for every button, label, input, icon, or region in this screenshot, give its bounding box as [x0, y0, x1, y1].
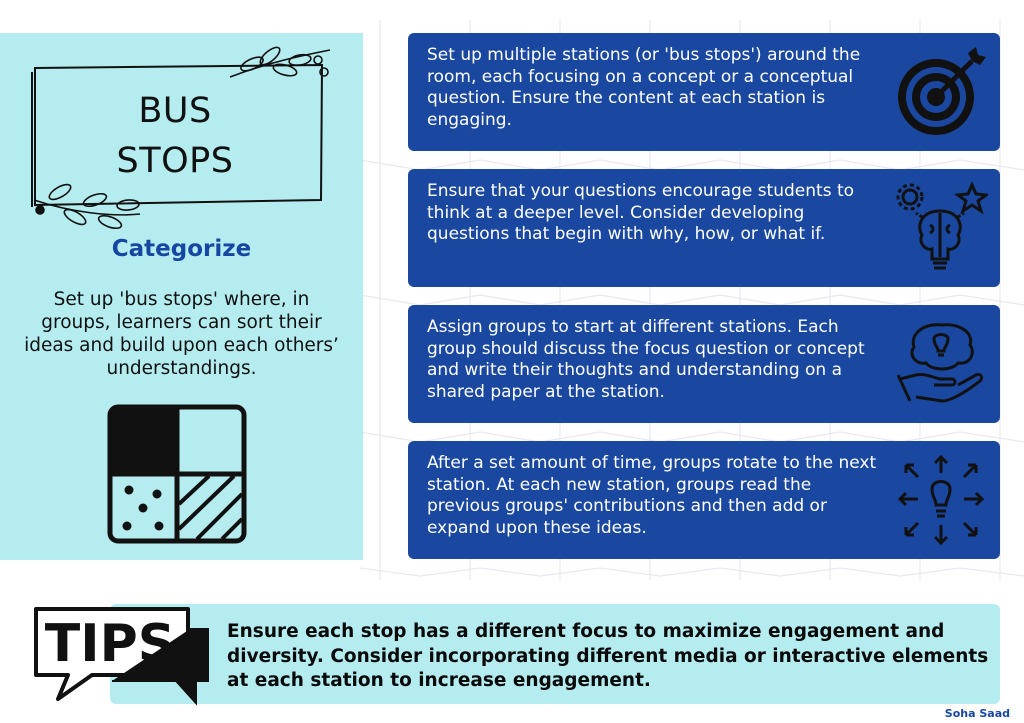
categorize-grid-icon [107, 404, 247, 544]
target-icon [892, 45, 988, 139]
title-line-1: BUS [138, 91, 212, 131]
hand-brain-icon [892, 317, 988, 411]
tips-label: TIPS [44, 614, 176, 674]
step-2-text: Ensure that your questions encourage students to think at a deeper level. Consider developing questions that begin with why, how, or what if. [427, 181, 855, 244]
step-3-text: Assign groups to start at different stations. Each group should discuss the focus question or concept and write their thoughts and understanding on a shared paper at the station. [427, 317, 865, 402]
strategy-description: Set up 'bus stops' where, in groups, learners can sort their ideas and build upon each others’ understandings. [24, 289, 339, 379]
tips-speech-bubble-icon [30, 603, 212, 707]
subtitle: Categorize [111, 236, 252, 262]
bulb-arrows-icon [892, 453, 988, 547]
title-line-2: STOPS [116, 141, 234, 181]
step-card-2 [408, 169, 1000, 287]
step-card-1 [408, 33, 1000, 151]
author-credit: Soha Saad [944, 707, 1010, 720]
brain-bulb-icon [892, 181, 988, 275]
step-4-text: After a set amount of time, groups rotate to the next station. At each new station, groups read the previous groups' contributions and then add or expand upon these ideas. [427, 453, 877, 538]
tips-text: Ensure each stop has a different focus to maximize engagement and diversity. Consider incorporating different media or interactive elements at each station to increase engagement. [227, 621, 989, 691]
step-card-3 [408, 305, 1000, 423]
page-title [95, 86, 255, 186]
step-1-text: Set up multiple stations (or 'bus stops') around the room, each focusing on a concept or a conceptual question. Ensure the content at each station is engaging. [427, 45, 861, 130]
step-card-4 [408, 441, 1000, 559]
